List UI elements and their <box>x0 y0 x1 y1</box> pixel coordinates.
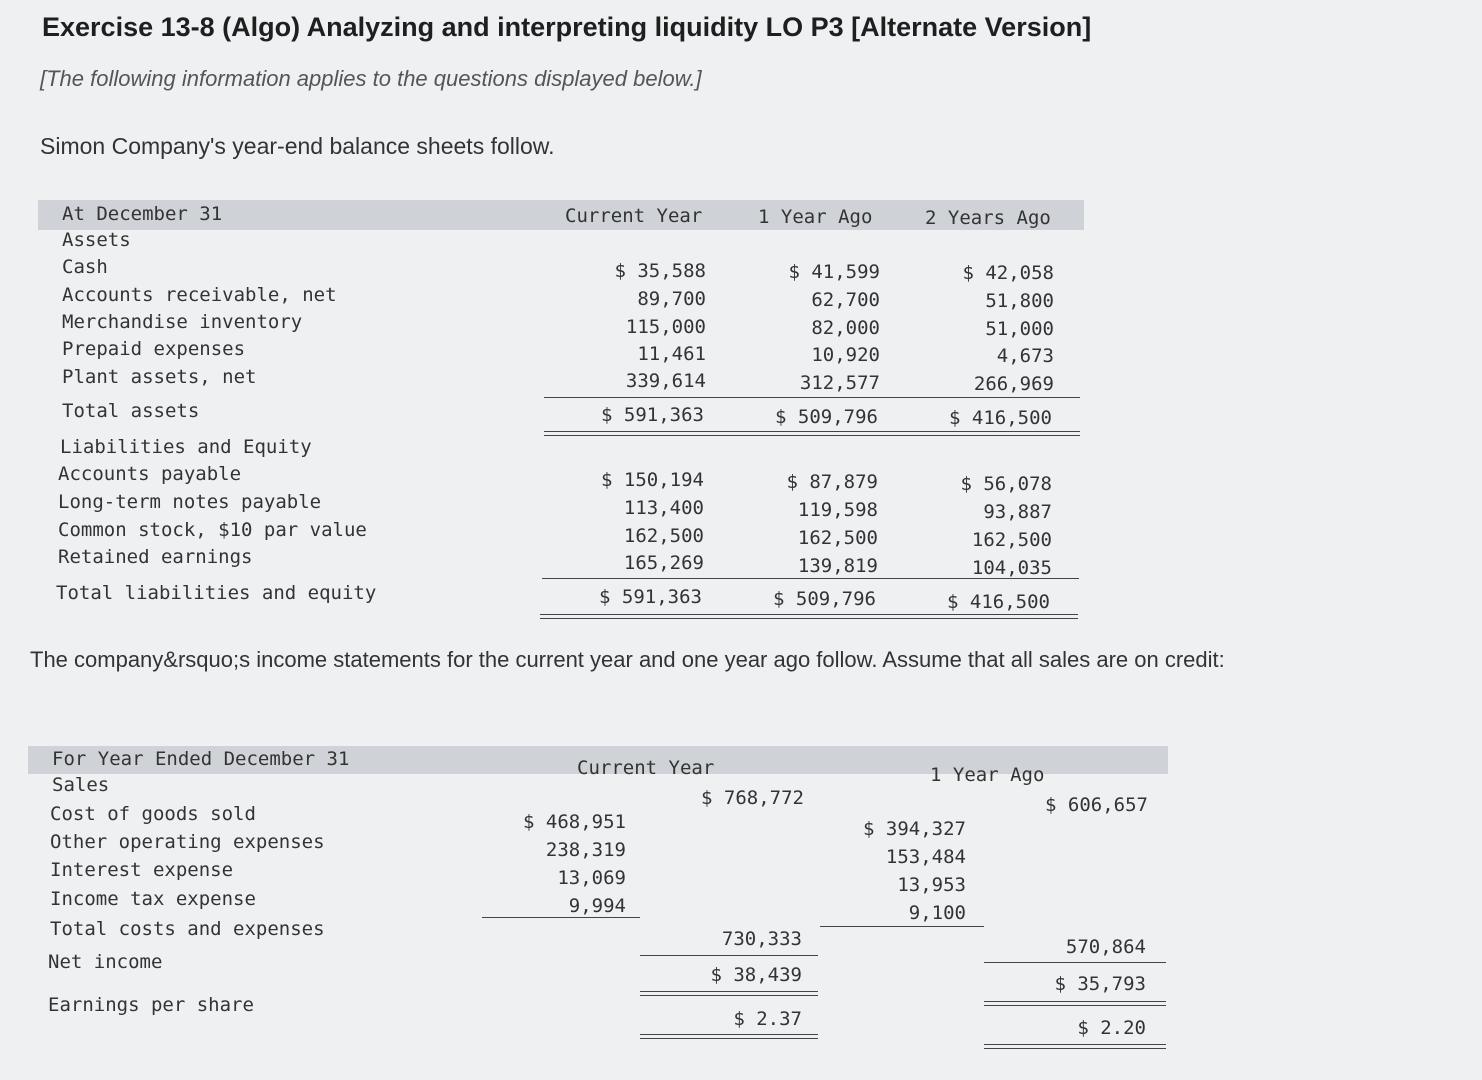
cell-value: 730,333 <box>721 928 802 950</box>
bs-col-current-year: Current Year <box>565 205 703 227</box>
cell-value: 113,400 <box>623 497 704 519</box>
exercise-title: Exercise 13-8 (Algo) Analyzing and interpreting liquidity LO P3 [Alternate Version] <box>42 12 1092 42</box>
cell-value: 115,000 <box>625 316 706 338</box>
row-label: Long-term notes payable <box>58 491 322 513</box>
cell-value: $ 2.20 <box>1077 1017 1146 1039</box>
cell-value: 162,500 <box>623 525 704 547</box>
subtotal-rule <box>820 926 984 927</box>
cell-value: 93,887 <box>983 501 1052 523</box>
cell-value: 10,920 <box>811 344 880 366</box>
cell-value: 51,800 <box>985 290 1054 312</box>
is-col-current-year: Current Year <box>577 757 715 779</box>
row-label: Other operating expenses <box>50 831 325 853</box>
total-double-rule <box>640 1034 818 1039</box>
subtotal-rule <box>640 955 818 956</box>
total-liabilities-label: Total liabilities and equity <box>56 582 377 604</box>
cell-value: 570,864 <box>1065 936 1146 958</box>
cell-value: 62,700 <box>811 289 880 311</box>
liabilities-heading: Liabilities and Equity <box>60 436 312 458</box>
cell-value: 51,000 <box>985 318 1054 340</box>
cell-value: 82,000 <box>811 317 880 339</box>
bs-col-2-years-ago: 2 Years Ago <box>925 207 1051 229</box>
cell-value: 9,994 <box>568 895 626 917</box>
cell-value: 119,598 <box>797 499 878 521</box>
subtotal-rule <box>542 578 1079 579</box>
bs-col-1-year-ago: 1 Year Ago <box>758 206 873 228</box>
cell-value: $ 41,599 <box>788 261 880 283</box>
cell-value: 11,461 <box>637 343 706 365</box>
row-label: Retained earnings <box>58 546 253 568</box>
cell-value: $ 35,588 <box>614 260 706 282</box>
cell-value: $ 38,439 <box>710 964 802 986</box>
row-label: Sales <box>52 774 110 796</box>
cell-value: $ 768,772 <box>701 787 804 809</box>
total-double-rule <box>640 991 818 996</box>
cell-value: 339,614 <box>625 370 706 392</box>
balance-sheet-intro: Simon Company's year-end balance sheets follow. <box>40 133 555 159</box>
cell-value: 4,673 <box>996 345 1054 367</box>
total-double-rule <box>984 1044 1166 1049</box>
row-label: Accounts receivable, net <box>62 284 337 306</box>
cell-value: 162,500 <box>971 529 1052 551</box>
assets-heading: Assets <box>62 229 131 251</box>
total-double-rule <box>540 614 1078 619</box>
row-label: Cost of goods sold <box>50 803 256 825</box>
cell-value: $ 468,951 <box>523 811 626 833</box>
cell-value: 312,577 <box>799 372 880 394</box>
cell-value: $ 2.37 <box>733 1008 802 1030</box>
income-statement-intro: The company&rsquo;s income statements for the current year and one year ago follow. Assume that all sales are on credit: <box>30 647 1225 672</box>
cell-value: $ 416,500 <box>947 591 1050 613</box>
row-label: Income tax expense <box>50 888 256 910</box>
cell-value: 89,700 <box>637 288 706 310</box>
cell-value: 165,269 <box>623 552 704 574</box>
row-label: Cash <box>62 256 108 278</box>
cell-value: 13,953 <box>897 874 966 896</box>
cell-value: 13,069 <box>557 867 626 889</box>
cell-value: 9,100 <box>908 902 966 924</box>
row-label: Common stock, $10 par value <box>58 519 367 541</box>
cell-value: 266,969 <box>973 373 1054 395</box>
cell-value: $ 150,194 <box>601 469 704 491</box>
row-label: Interest expense <box>50 859 234 881</box>
info-note: [The following information applies to the questions displayed below.] <box>40 66 702 91</box>
cell-value: $ 394,327 <box>863 818 966 840</box>
subtotal-rule <box>544 397 1080 398</box>
net-income-label: Net income <box>48 951 163 973</box>
cell-value: 238,319 <box>545 839 626 861</box>
bs-header-label: At December 31 <box>62 203 223 225</box>
row-label: Accounts payable <box>58 463 242 485</box>
cell-value: 139,819 <box>797 555 878 577</box>
total-costs-label: Total costs and expenses <box>50 918 325 940</box>
cell-value: $ 56,078 <box>960 473 1052 495</box>
total-double-rule <box>544 431 1080 436</box>
eps-label: Earnings per share <box>48 994 254 1016</box>
is-header-label: For Year Ended December 31 <box>52 748 350 770</box>
subtotal-rule <box>482 917 640 918</box>
cell-value: 153,484 <box>885 846 966 868</box>
cell-value: $ 42,058 <box>962 262 1054 284</box>
row-label: Plant assets, net <box>62 366 257 388</box>
cell-value: $ 591,363 <box>599 586 702 608</box>
is-col-1-year-ago: 1 Year Ago <box>930 764 1045 786</box>
cell-value: $ 509,796 <box>773 588 876 610</box>
total-double-rule <box>984 1001 1166 1006</box>
cell-value: $ 591,363 <box>601 404 704 426</box>
cell-value: $ 606,657 <box>1045 794 1148 816</box>
cell-value: 104,035 <box>971 557 1052 579</box>
row-label: Prepaid expenses <box>62 338 246 360</box>
subtotal-rule <box>984 962 1166 963</box>
total-assets-label: Total assets <box>62 400 200 422</box>
cell-value: $ 87,879 <box>786 471 878 493</box>
row-label: Merchandise inventory <box>62 311 303 333</box>
cell-value: $ 416,500 <box>949 407 1052 429</box>
cell-value: $ 35,793 <box>1054 973 1146 995</box>
cell-value: $ 509,796 <box>775 406 878 428</box>
cell-value: 162,500 <box>797 527 878 549</box>
